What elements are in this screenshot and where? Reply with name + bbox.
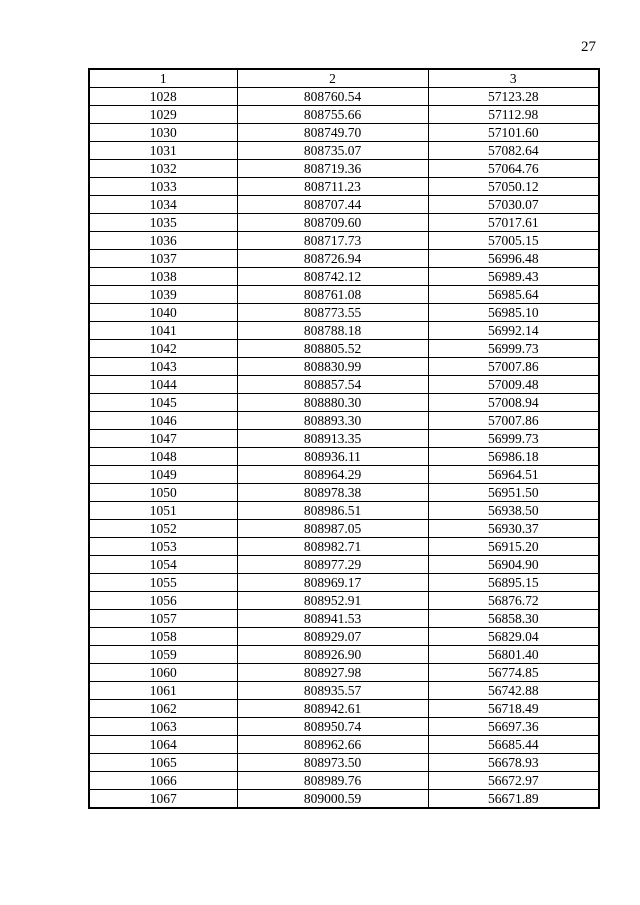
column-header-1: 1: [89, 69, 237, 88]
x-coordinate-cell: 808830.99: [237, 358, 428, 376]
y-coordinate-cell: 56876.72: [428, 592, 599, 610]
point-number-cell: 1061: [89, 682, 237, 700]
point-number-cell: 1036: [89, 232, 237, 250]
table-row: [89, 214, 599, 232]
point-number-cell: 1044: [89, 376, 237, 394]
table-row: [89, 376, 599, 394]
point-number-cell: 1065: [89, 754, 237, 772]
y-coordinate-cell: 56985.10: [428, 304, 599, 322]
point-number-cell: 1067: [89, 790, 237, 809]
y-coordinate-cell: 57112.98: [428, 106, 599, 124]
y-coordinate-cell: 56938.50: [428, 502, 599, 520]
x-coordinate-cell: 808942.61: [237, 700, 428, 718]
table-row: [89, 196, 599, 214]
y-coordinate-cell: 56678.93: [428, 754, 599, 772]
x-coordinate-cell: 808880.30: [237, 394, 428, 412]
point-number-cell: 1056: [89, 592, 237, 610]
x-coordinate-cell: 808755.66: [237, 106, 428, 124]
table-row: [89, 682, 599, 700]
y-coordinate-cell: 57008.94: [428, 394, 599, 412]
x-coordinate-cell: 808726.94: [237, 250, 428, 268]
table-row: [89, 430, 599, 448]
x-coordinate-cell: 808709.60: [237, 214, 428, 232]
x-coordinate-cell: 808707.44: [237, 196, 428, 214]
x-coordinate-cell: 808929.07: [237, 628, 428, 646]
table-row: [89, 322, 599, 340]
y-coordinate-cell: 56992.14: [428, 322, 599, 340]
table-row: [89, 664, 599, 682]
x-coordinate-cell: 808950.74: [237, 718, 428, 736]
x-coordinate-cell: 808857.54: [237, 376, 428, 394]
table-row: [89, 592, 599, 610]
x-coordinate-cell: 808986.51: [237, 502, 428, 520]
point-number-cell: 1029: [89, 106, 237, 124]
table-row: [89, 232, 599, 250]
column-header-2: 2: [237, 69, 428, 88]
table-row: [89, 394, 599, 412]
x-coordinate-cell: 808964.29: [237, 466, 428, 484]
table-row: [89, 142, 599, 160]
table-row: [89, 718, 599, 736]
table-row: [89, 160, 599, 178]
table-row: [89, 736, 599, 754]
table-row: [89, 574, 599, 592]
y-coordinate-cell: 56951.50: [428, 484, 599, 502]
y-coordinate-cell: 56801.40: [428, 646, 599, 664]
table-row: [89, 268, 599, 286]
table-row: [89, 178, 599, 196]
x-coordinate-cell: 808935.57: [237, 682, 428, 700]
y-coordinate-cell: 57030.07: [428, 196, 599, 214]
x-coordinate-cell: 808719.36: [237, 160, 428, 178]
point-number-cell: 1045: [89, 394, 237, 412]
x-coordinate-cell: 809000.59: [237, 790, 428, 809]
point-number-cell: 1033: [89, 178, 237, 196]
y-coordinate-cell: 57007.86: [428, 412, 599, 430]
y-coordinate-cell: 57050.12: [428, 178, 599, 196]
y-coordinate-cell: 56858.30: [428, 610, 599, 628]
point-number-cell: 1043: [89, 358, 237, 376]
y-coordinate-cell: 57101.60: [428, 124, 599, 142]
x-coordinate-cell: 808773.55: [237, 304, 428, 322]
point-number-cell: 1030: [89, 124, 237, 142]
y-coordinate-cell: 56986.18: [428, 448, 599, 466]
table-row: [89, 448, 599, 466]
table-row: [89, 628, 599, 646]
x-coordinate-cell: 808735.07: [237, 142, 428, 160]
x-coordinate-cell: 808717.73: [237, 232, 428, 250]
point-number-cell: 1047: [89, 430, 237, 448]
point-number-cell: 1035: [89, 214, 237, 232]
y-coordinate-cell: 56930.37: [428, 520, 599, 538]
x-coordinate-cell: 808982.71: [237, 538, 428, 556]
point-number-cell: 1066: [89, 772, 237, 790]
x-coordinate-cell: 808893.30: [237, 412, 428, 430]
table-row: [89, 250, 599, 268]
table-row: [89, 124, 599, 142]
point-number-cell: 1055: [89, 574, 237, 592]
x-coordinate-cell: 808941.53: [237, 610, 428, 628]
point-number-cell: 1034: [89, 196, 237, 214]
y-coordinate-cell: 56671.89: [428, 790, 599, 809]
y-coordinate-cell: 57005.15: [428, 232, 599, 250]
y-coordinate-cell: 57009.48: [428, 376, 599, 394]
point-number-cell: 1059: [89, 646, 237, 664]
table-row: [89, 358, 599, 376]
x-coordinate-cell: 808973.50: [237, 754, 428, 772]
x-coordinate-cell: 808977.29: [237, 556, 428, 574]
coordinates-table: [88, 68, 600, 809]
point-number-cell: 1049: [89, 466, 237, 484]
table-row: [89, 790, 599, 809]
table-row: [89, 754, 599, 772]
x-coordinate-cell: 808952.91: [237, 592, 428, 610]
point-number-cell: 1054: [89, 556, 237, 574]
x-coordinate-cell: 808936.11: [237, 448, 428, 466]
table-row: [89, 412, 599, 430]
x-coordinate-cell: 808913.35: [237, 430, 428, 448]
column-header-3: 3: [428, 69, 599, 88]
table-row: [89, 700, 599, 718]
x-coordinate-cell: 808989.76: [237, 772, 428, 790]
point-number-cell: 1062: [89, 700, 237, 718]
y-coordinate-cell: 57123.28: [428, 88, 599, 106]
y-coordinate-cell: 56999.73: [428, 340, 599, 358]
y-coordinate-cell: 56904.90: [428, 556, 599, 574]
point-number-cell: 1042: [89, 340, 237, 358]
point-number-cell: 1048: [89, 448, 237, 466]
point-number-cell: 1058: [89, 628, 237, 646]
table-row: [89, 772, 599, 790]
y-coordinate-cell: 56964.51: [428, 466, 599, 484]
x-coordinate-cell: 808987.05: [237, 520, 428, 538]
table-body: [89, 88, 599, 809]
y-coordinate-cell: 56829.04: [428, 628, 599, 646]
y-coordinate-cell: 56999.73: [428, 430, 599, 448]
point-number-cell: 1038: [89, 268, 237, 286]
point-number-cell: 1028: [89, 88, 237, 106]
table-header-row: [89, 69, 599, 88]
y-coordinate-cell: 56989.43: [428, 268, 599, 286]
x-coordinate-cell: 808760.54: [237, 88, 428, 106]
y-coordinate-cell: 57082.64: [428, 142, 599, 160]
x-coordinate-cell: 808788.18: [237, 322, 428, 340]
point-number-cell: 1063: [89, 718, 237, 736]
table-row: [89, 502, 599, 520]
table-row: [89, 556, 599, 574]
x-coordinate-cell: 808761.08: [237, 286, 428, 304]
table-row: [89, 304, 599, 322]
x-coordinate-cell: 808742.12: [237, 268, 428, 286]
table-row: [89, 646, 599, 664]
y-coordinate-cell: 57064.76: [428, 160, 599, 178]
point-number-cell: 1040: [89, 304, 237, 322]
y-coordinate-cell: 56685.44: [428, 736, 599, 754]
x-coordinate-cell: 808805.52: [237, 340, 428, 358]
y-coordinate-cell: 56915.20: [428, 538, 599, 556]
y-coordinate-cell: 56895.15: [428, 574, 599, 592]
table-row: [89, 484, 599, 502]
y-coordinate-cell: 56996.48: [428, 250, 599, 268]
point-number-cell: 1031: [89, 142, 237, 160]
y-coordinate-cell: 57007.86: [428, 358, 599, 376]
point-number-cell: 1037: [89, 250, 237, 268]
x-coordinate-cell: 808927.98: [237, 664, 428, 682]
x-coordinate-cell: 808926.90: [237, 646, 428, 664]
table-row: [89, 538, 599, 556]
y-coordinate-cell: 57017.61: [428, 214, 599, 232]
x-coordinate-cell: 808962.66: [237, 736, 428, 754]
point-number-cell: 1051: [89, 502, 237, 520]
y-coordinate-cell: 56985.64: [428, 286, 599, 304]
point-number-cell: 1032: [89, 160, 237, 178]
x-coordinate-cell: 808749.70: [237, 124, 428, 142]
point-number-cell: 1052: [89, 520, 237, 538]
point-number-cell: 1064: [89, 736, 237, 754]
x-coordinate-cell: 808711.23: [237, 178, 428, 196]
point-number-cell: 1057: [89, 610, 237, 628]
y-coordinate-cell: 56742.88: [428, 682, 599, 700]
y-coordinate-cell: 56697.36: [428, 718, 599, 736]
table-row: [89, 88, 599, 106]
point-number-cell: 1053: [89, 538, 237, 556]
x-coordinate-cell: 808978.38: [237, 484, 428, 502]
y-coordinate-cell: 56672.97: [428, 772, 599, 790]
y-coordinate-cell: 56718.49: [428, 700, 599, 718]
table-row: [89, 520, 599, 538]
page-number: 27: [581, 39, 596, 55]
point-number-cell: 1041: [89, 322, 237, 340]
table-row: [89, 466, 599, 484]
table-row: [89, 610, 599, 628]
point-number-cell: 1039: [89, 286, 237, 304]
y-coordinate-cell: 56774.85: [428, 664, 599, 682]
table-row: [89, 106, 599, 124]
point-number-cell: 1050: [89, 484, 237, 502]
table-row: [89, 286, 599, 304]
point-number-cell: 1046: [89, 412, 237, 430]
x-coordinate-cell: 808969.17: [237, 574, 428, 592]
table-row: [89, 340, 599, 358]
point-number-cell: 1060: [89, 664, 237, 682]
